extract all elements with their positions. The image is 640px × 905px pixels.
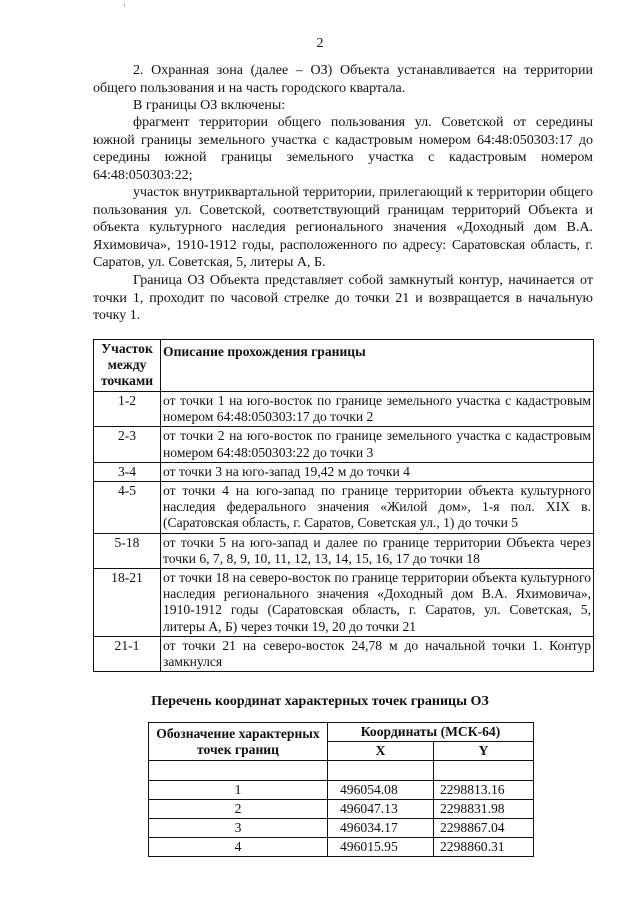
table-row: [94, 533, 594, 568]
segment-cell: 18-21: [94, 569, 161, 637]
y-cell: 2298831.98: [434, 800, 534, 819]
segment-cell: 4-5: [94, 482, 161, 534]
description-cell: от точки 1 на юго-восток по границе земельного участка с кадастровым номером 64:48:050303:17 до точки 2: [161, 392, 594, 427]
segment-cell: 21-1: [94, 636, 161, 671]
point-cell: 4: [149, 838, 328, 857]
segment-cell: 3-4: [94, 462, 161, 481]
description-cell: от точки 4 на юго-запад по границе территории объекта культурного наследия федерального значения «Жилой дом», 1-я пол. XIX в. (Саратовская область, г. Саратов, Советская ул., 1) до точки 5: [161, 482, 594, 534]
paragraph-zone-includes: В границы ОЗ включены:: [133, 98, 286, 113]
coordinates-table: [148, 722, 534, 857]
table-row: [94, 392, 594, 427]
paragraph-boundary-contour: Граница ОЗ Объекта представляет собой замкнутый контур, начинается от точки 1, проходит по часовой стрелке до точки 21 и возвращается в начальную точку 1.: [93, 273, 593, 323]
point-cell: 1: [149, 781, 328, 800]
x-cell: 496015.95: [328, 838, 434, 857]
table-row: [94, 427, 594, 462]
header-x: X: [328, 742, 434, 761]
y-cell: 2298813.16: [434, 781, 534, 800]
header-point-designation: Обозначение характерных точек границ: [149, 723, 328, 761]
description-cell: от точки 2 на юго-восток по границе земельного участка с кадастровым номером 64:48:050303:22 до точки 3: [161, 427, 594, 462]
scan-mark: [124, 3, 125, 7]
description-cell: от точки 3 на юго-запад 19,42 м до точки 4: [161, 462, 594, 481]
header-coordinates: Координаты (МСК-64): [328, 723, 534, 742]
paragraph-plot: участок внутриквартальной территории, прилегающий к территории общего пользования ул. Советской, соответствующий границам территорий Объекта и объекта культурного наследия регионального значения «Доходный дом В.А. Яхимовича», 1910-1912 годы, расположенного по адресу: Саратовская область, г. Саратов, ул. Советская, 5, литеры А, Б.: [93, 185, 593, 270]
paragraph-security-zone: 2. Охранная зона (далее – ОЗ) Объекта устанавливается на территории общего пользования и на часть городского квартала.: [93, 63, 593, 96]
table-row: [149, 781, 534, 800]
header-segment: Участок между точками: [94, 340, 161, 392]
y-cell: 2298860.31: [434, 838, 534, 857]
x-cell: 496054.08: [328, 781, 434, 800]
page-number: 2: [316, 36, 324, 51]
segment-cell: 2-3: [94, 427, 161, 462]
segment-cell: 5-18: [94, 533, 161, 568]
table-row: [94, 482, 594, 534]
segment-cell: 1-2: [94, 392, 161, 427]
table-row: [94, 569, 594, 637]
y-cell: 2298867.04: [434, 819, 534, 838]
table-row: [149, 838, 534, 857]
x-cell: 496034.17: [328, 819, 434, 838]
table-row: [149, 819, 534, 838]
header-y: Y: [434, 742, 534, 761]
x-cell: 496047.13: [328, 800, 434, 819]
table-row: [94, 462, 594, 481]
table-row-empty: [149, 761, 534, 781]
coordinates-title: Перечень координат характерных точек границы ОЗ: [151, 694, 489, 709]
table-row: [94, 636, 594, 671]
boundary-description-table: [93, 339, 594, 672]
table-row: [149, 800, 534, 819]
paragraph-fragment: фрагмент территории общего пользования ул. Советской от середины южной границы земельного участка с кадастровым номером 64:48:050303:17 до середины южной границы земельного участка с кадастровым номером 64:48:050303:22;: [93, 115, 593, 183]
description-cell: от точки 18 на северо-восток по границе территории объекта культурного наследия регионального значения «Доходный дом В.А. Яхимовича», 1910-1912 годы (Саратовская область, г. Саратов, ул. Советская, 5, литеры А, Б) через точки 19, 20 до точки 21: [161, 569, 594, 637]
point-cell: 3: [149, 819, 328, 838]
point-cell: 2: [149, 800, 328, 819]
header-description: Описание прохождения границы: [161, 340, 594, 392]
description-cell: от точки 5 на юго-запад и далее по границе территории Объекта через точки 6, 7, 8, 9, 10, 11, 12, 13, 14, 15, 16, 17 до точки 18: [161, 533, 594, 568]
description-cell: от точки 21 на северо-восток 24,78 м до начальной точки 1. Контур замкнулся: [161, 636, 594, 671]
